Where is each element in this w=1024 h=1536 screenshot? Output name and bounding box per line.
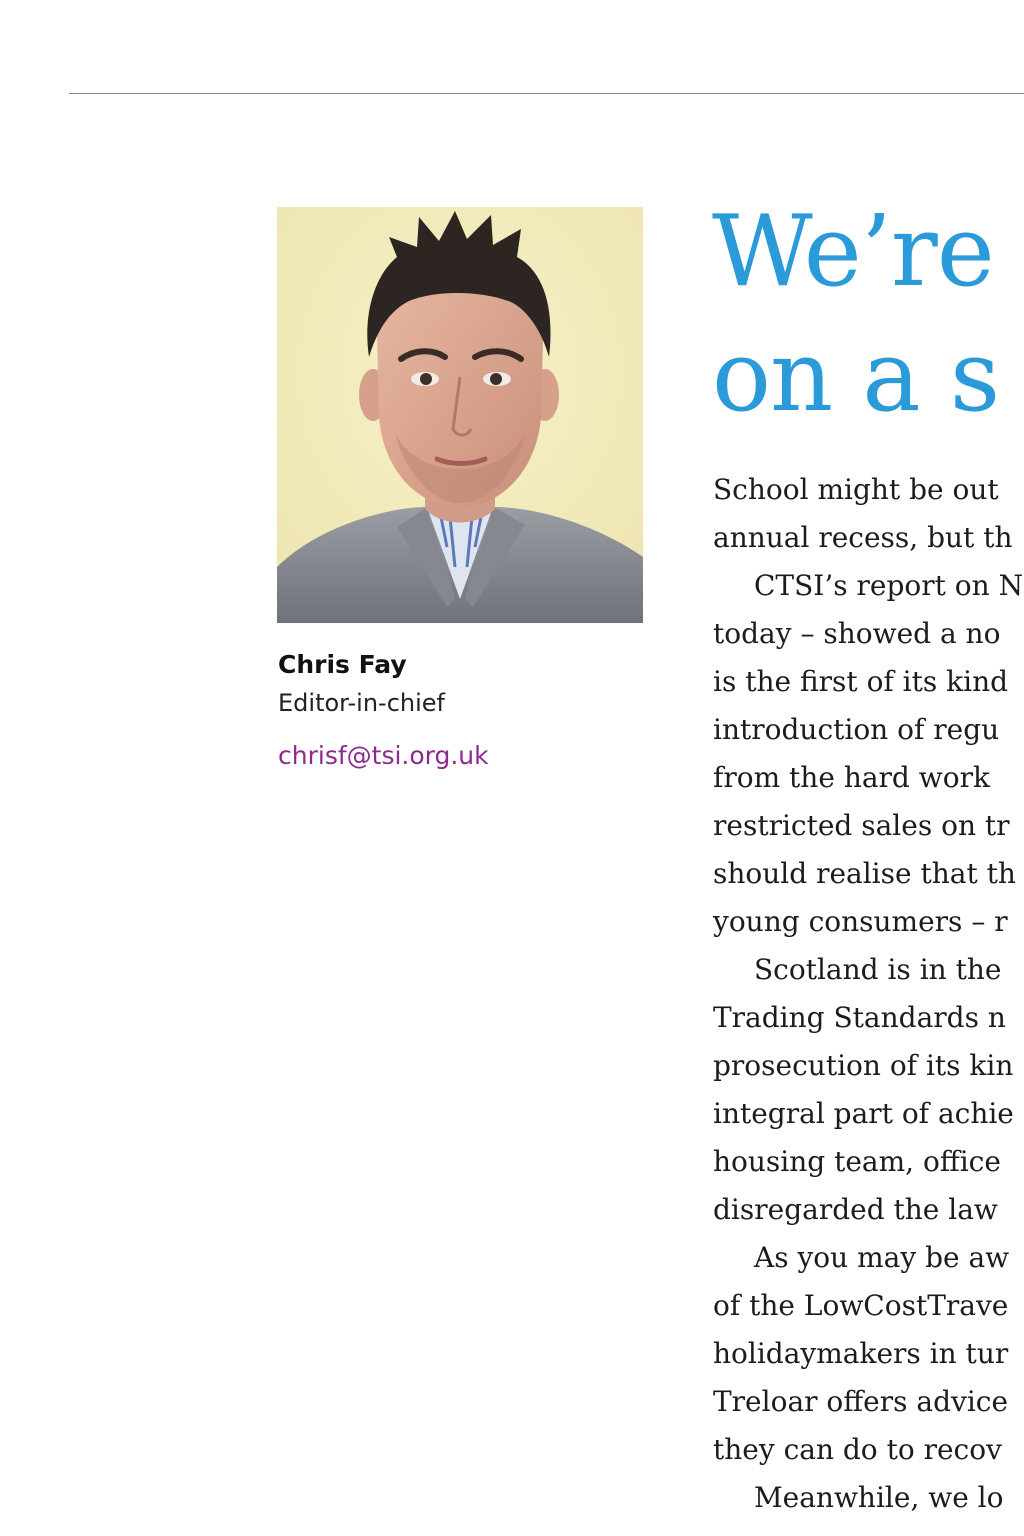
body-line: restricted sales on tr xyxy=(713,809,1010,842)
body-line: Scotland is in the xyxy=(754,953,1002,986)
headline-line-1: We’re xyxy=(712,195,994,309)
body-line: Treloar offers advice xyxy=(713,1385,1009,1418)
body-line: holidaymakers in tur xyxy=(713,1337,1009,1370)
headline-line-2: on a s xyxy=(712,320,1000,434)
body-line: annual recess, but th xyxy=(713,521,1013,554)
body-line: housing team, office xyxy=(713,1145,1001,1178)
body-line: Meanwhile, we lo xyxy=(754,1481,1004,1514)
body-line: from the hard work xyxy=(713,761,990,794)
author-photo xyxy=(277,207,643,623)
body-line: is the first of its kind xyxy=(713,665,1009,698)
top-divider-rule xyxy=(69,93,1024,94)
body-line: should realise that th xyxy=(713,857,1016,890)
body-line: today – showed a no xyxy=(713,617,1001,650)
body-line: integral part of achie xyxy=(713,1097,1014,1130)
body-line: they can do to recov xyxy=(713,1433,1002,1466)
body-line: School might be out xyxy=(713,473,999,506)
body-line: As you may be aw xyxy=(754,1241,1010,1274)
body-line: young consumers – r xyxy=(713,905,1008,938)
author-email-link[interactable]: chrisf@tsi.org.uk xyxy=(278,741,489,770)
author-name: Chris Fay xyxy=(278,650,407,679)
body-line: CTSI’s report on N xyxy=(754,569,1024,602)
article-body xyxy=(713,466,1024,1522)
author-role: Editor-in-chief xyxy=(278,689,445,717)
body-line: introduction of regu xyxy=(713,713,1000,746)
body-line: prosecution of its kin xyxy=(713,1049,1014,1082)
body-line: Trading Standards n xyxy=(713,1001,1006,1034)
body-line: of the LowCostTrave xyxy=(713,1289,1009,1322)
body-line: disregarded the law xyxy=(713,1193,998,1226)
